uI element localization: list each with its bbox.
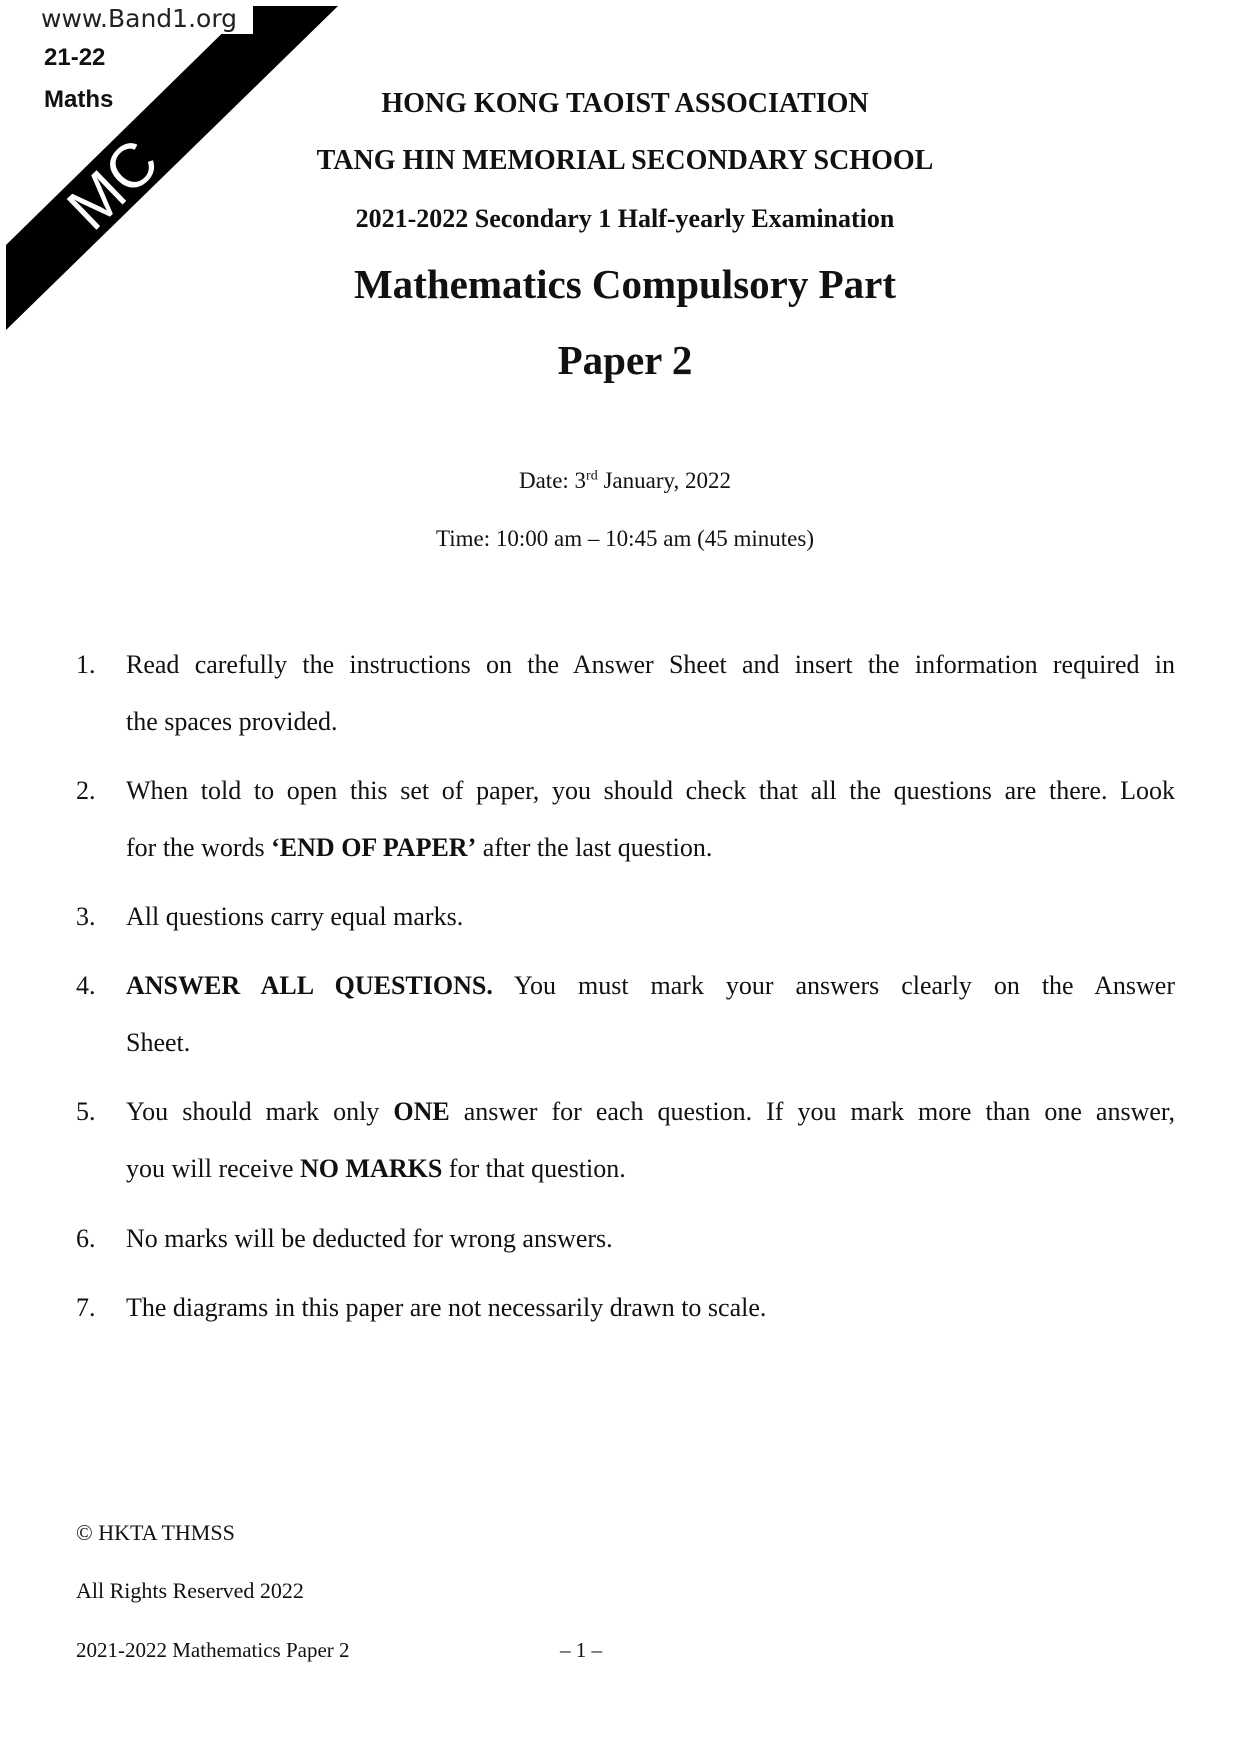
item-number: 4. <box>76 971 96 1000</box>
emphasis: ANSWER ALL QUESTIONS. <box>126 971 493 1000</box>
instruction-text <box>126 833 1175 863</box>
exam-time: Time: 10:00 am – 10:45 am (45 minutes) <box>436 526 814 551</box>
emphasis: ONE <box>393 1097 450 1126</box>
subject-title: Mathematics Compulsory Part <box>353 261 896 307</box>
date-sup: rd <box>586 468 598 484</box>
emphasis: NO MARKS <box>300 1154 443 1183</box>
rights-notice: All Rights Reserved 2022 <box>76 1578 304 1603</box>
date-rest: January, 2022 <box>597 468 732 493</box>
exam-title: 2021-2022 Secondary 1 Half-yearly Examination <box>355 204 895 233</box>
emphasis: ‘END OF PAPER’ <box>271 833 477 862</box>
banner-text: MC <box>54 126 172 244</box>
item-number: 3. <box>76 902 96 931</box>
instruction-text: Sheet. <box>126 1028 191 1057</box>
copyright: © HKTA THMSS <box>76 1520 235 1545</box>
instruction-text: When told to open this set of paper, you should check that all the questions are there. Look <box>126 776 1175 805</box>
item-number: 5. <box>76 1097 96 1126</box>
text: after the last question. <box>476 833 713 862</box>
org-name: HONG KONG TAOIST ASSOCIATION <box>381 88 869 119</box>
text: You must mark your answers clearly on the Answer <box>492 971 1175 1000</box>
instruction-text: No marks will be deducted for wrong answers. <box>126 1224 613 1253</box>
item-number: 6. <box>76 1224 96 1253</box>
page-number: – 1 – <box>560 1638 602 1662</box>
instruction-text: The diagrams in this paper are not necessarily drawn to scale. <box>126 1293 767 1322</box>
text: you will receive <box>126 1154 300 1183</box>
year-tag: 21-22 <box>44 44 106 71</box>
instruction-text <box>126 971 1175 1001</box>
text: for that question. <box>442 1154 626 1183</box>
text: for the words <box>126 833 272 862</box>
school-name: TANG HIN MEMORIAL SECONDARY SCHOOL <box>316 145 934 176</box>
text: You should mark only <box>126 1097 394 1126</box>
instruction-text <box>126 1097 1175 1127</box>
text: answer for each question. If you mark more than one answer, <box>449 1097 1175 1126</box>
paper-title: Paper 2 <box>557 337 693 383</box>
watermark: www.Band1.org <box>34 4 253 34</box>
instruction-text: All questions carry equal marks. <box>126 902 464 931</box>
instruction-text <box>126 1154 1175 1184</box>
date-prefix: Date: 3 <box>518 468 587 493</box>
instruction-text: Read carefully the instructions on the Answer Sheet and insert the information required in <box>126 650 1175 679</box>
exam-date <box>0 466 1240 496</box>
footer-paper-name: 2021-2022 Mathematics Paper 2 <box>76 1638 350 1662</box>
item-number: 2. <box>76 776 96 805</box>
item-number: 7. <box>76 1293 96 1322</box>
item-number: 1. <box>76 650 96 679</box>
subject-tag: Maths <box>44 86 114 113</box>
instruction-text: the spaces provided. <box>126 707 338 736</box>
